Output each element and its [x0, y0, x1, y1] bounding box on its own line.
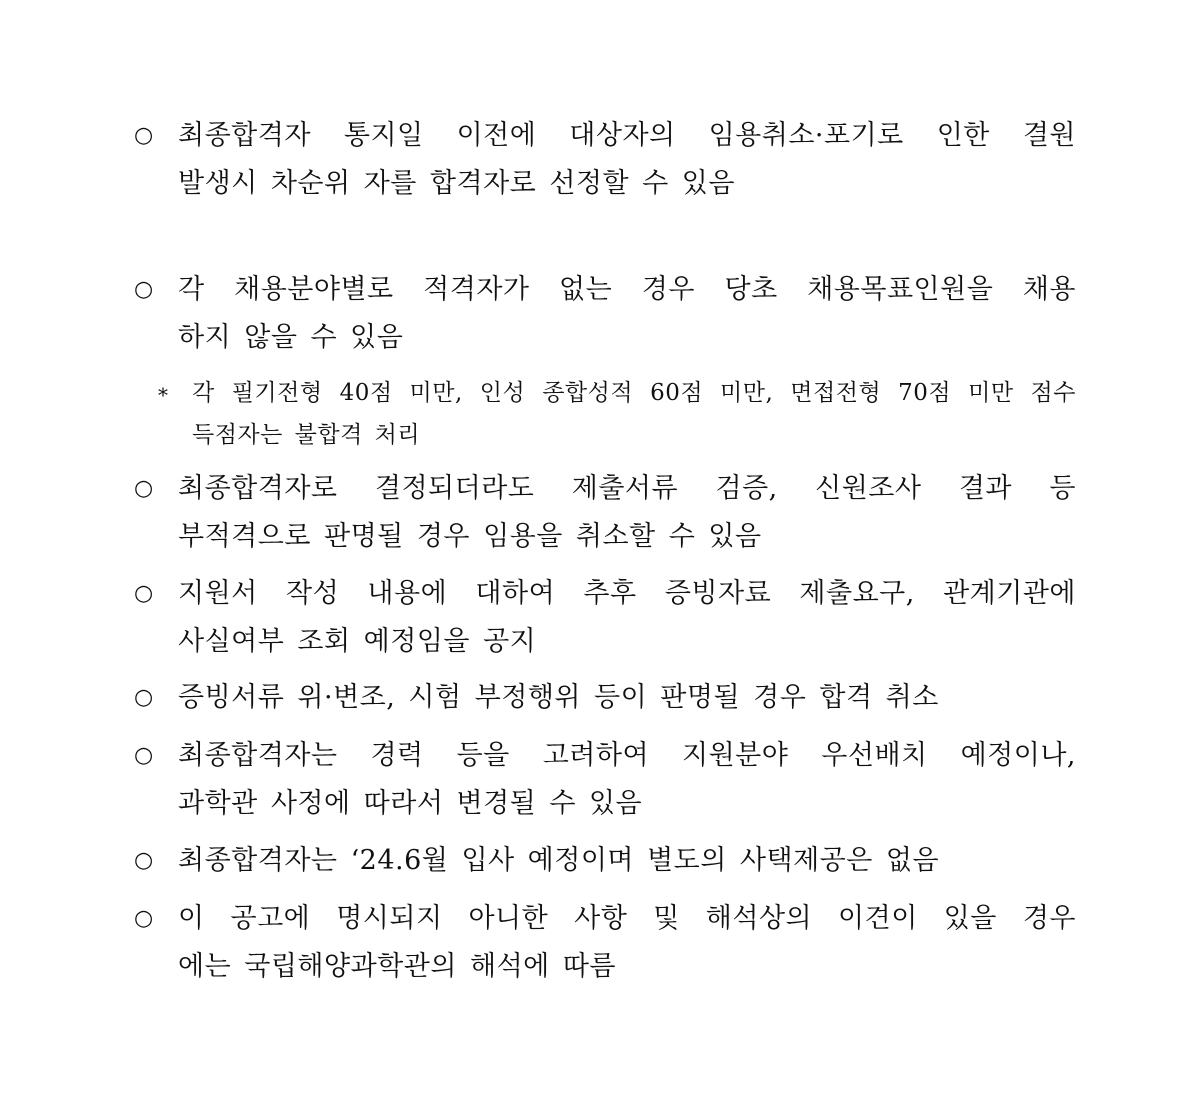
notice-item-7-line1: 최종합격자는 ‘24.6월 입사 예정이며 별도의 사택제공은 없음 — [178, 845, 940, 876]
bullet-icon: ○ — [134, 277, 154, 302]
notice-item-4 — [134, 570, 1076, 666]
bullet-icon: ○ — [134, 848, 154, 873]
notice-item-1-line1: 최종합격자 통지일 이전에 대상자의 임용취소·포기로 인한 결원 — [178, 120, 1076, 151]
notice-item-8 — [134, 895, 1076, 991]
notice-item-3-line1: 최종합격자로 결정되더라도 제출서류 검증, 신원조사 결과 등 — [178, 473, 1076, 504]
notice-item-7 — [134, 837, 1076, 885]
notice-item-1-line2: 발생시 차순위 자를 합격자로 선정할 수 있음 — [178, 168, 735, 199]
notice-item-8-line2: 에는 국립해양과학관의 해석에 따름 — [178, 951, 616, 982]
bullet-icon: ○ — [134, 685, 154, 710]
footnote-line1: 각 필기전형 40점 미만, 인성 종합성적 60점 미만, 면접전형 70점 미만 점수 — [192, 380, 1076, 406]
notice-item-2 — [134, 266, 1076, 362]
notice-item-6 — [134, 732, 1076, 828]
notice-item-1 — [134, 112, 1076, 208]
bullet-icon: ○ — [134, 476, 154, 501]
notice-item-8-line1: 이 공고에 명시되지 아니한 사항 및 해석상의 이견이 있을 경우 — [178, 903, 1076, 934]
bullet-icon: ○ — [134, 123, 154, 148]
notice-item-5 — [134, 674, 1076, 722]
bullet-icon: ○ — [134, 906, 154, 931]
notice-item-5-line1: 증빙서류 위·변조, 시험 부정행위 등이 판명될 경우 합격 취소 — [178, 682, 939, 713]
notice-item-4-line2: 사실여부 조회 예정임을 공지 — [178, 626, 537, 657]
notice-item-3-line2: 부적격으로 판명될 경우 임용을 취소할 수 있음 — [178, 521, 762, 552]
footnote-line2: 득점자는 불합격 처리 — [192, 422, 421, 448]
bullet-icon: ○ — [134, 581, 154, 606]
notice-item-4-line1: 지원서 작성 내용에 대하여 추후 증빙자료 제출요구, 관계기관에 — [178, 578, 1076, 609]
footnote — [158, 372, 1076, 456]
bullet-icon: ○ — [134, 743, 154, 768]
notice-item-6-line2: 과학관 사정에 따라서 변경될 수 있음 — [178, 788, 643, 819]
notice-item-2-line2: 하지 않을 수 있음 — [178, 322, 404, 353]
notice-item-6-line1: 최종합격자는 경력 등을 고려하여 지원분야 우선배치 예정이나, — [178, 740, 1076, 771]
asterisk-icon: * — [158, 383, 168, 407]
notice-item-3 — [134, 465, 1076, 561]
notice-item-2-line1: 각 채용분야별로 적격자가 없는 경우 당초 채용목표인원을 채용 — [178, 274, 1076, 305]
